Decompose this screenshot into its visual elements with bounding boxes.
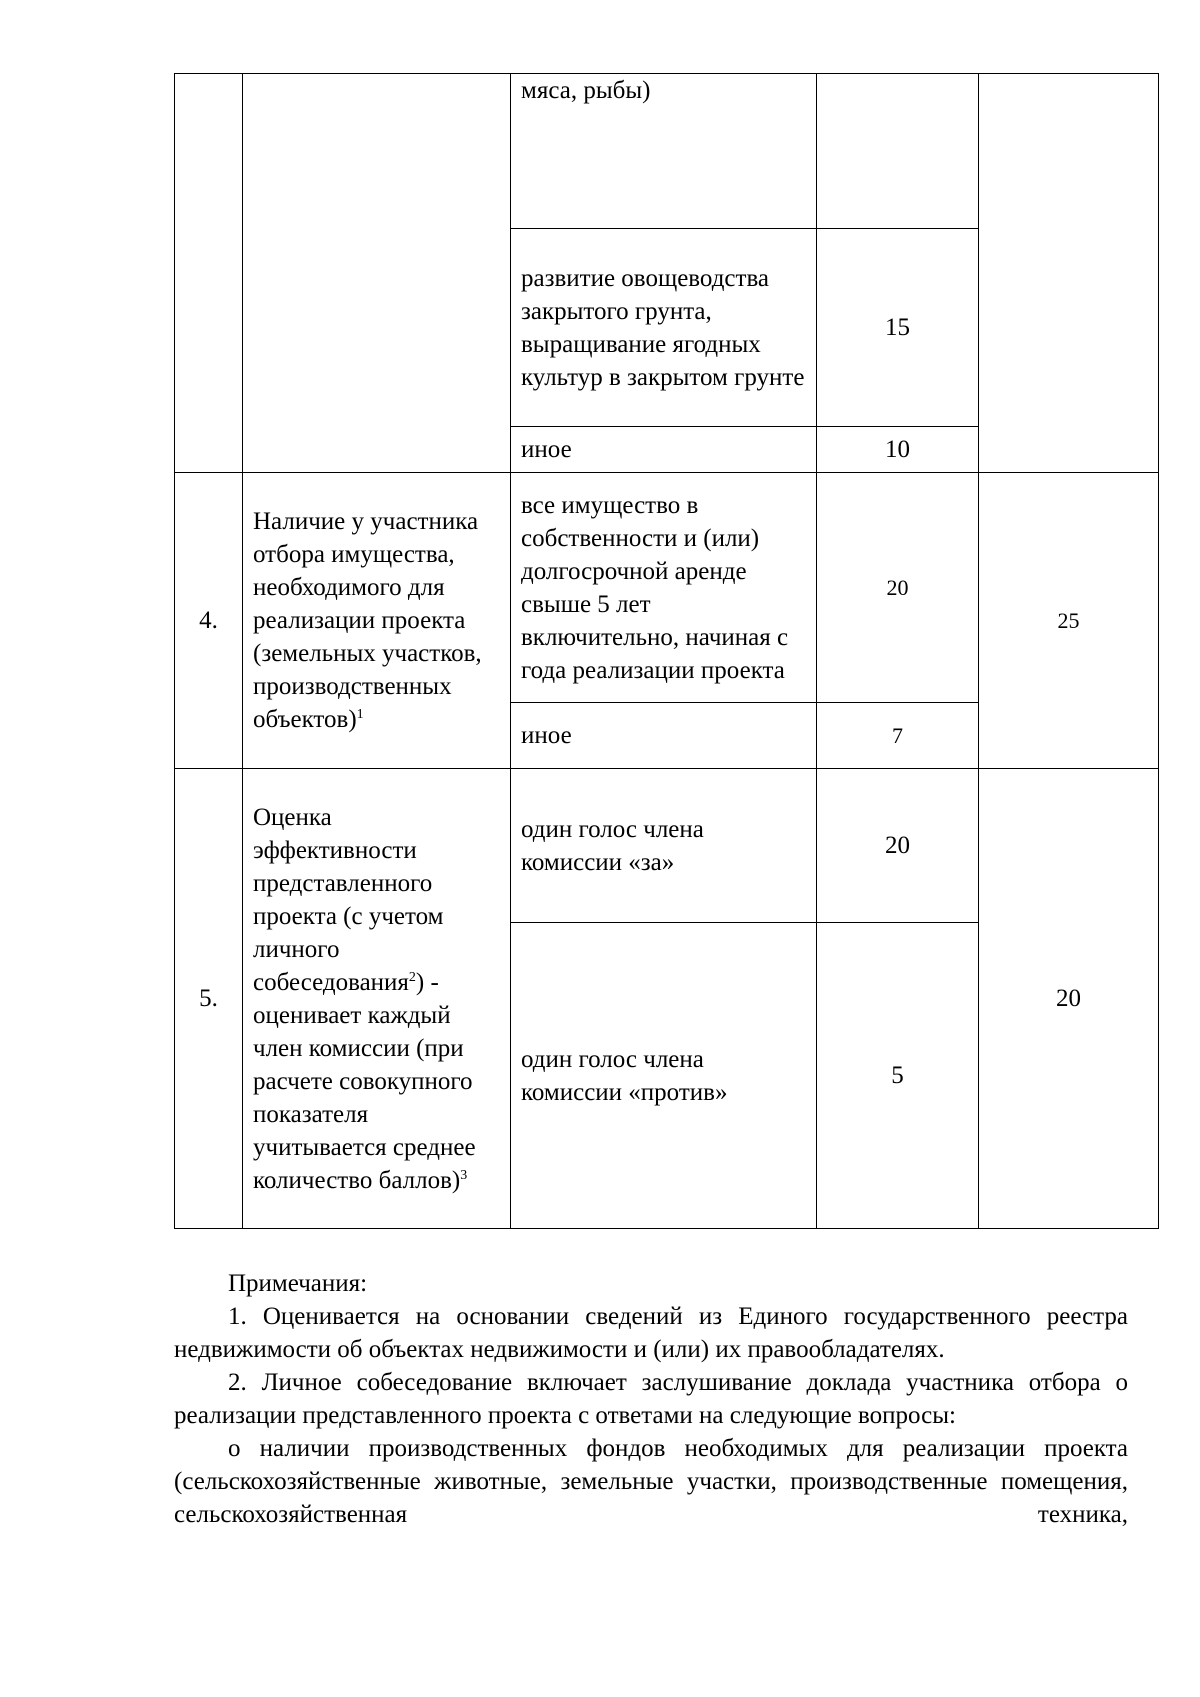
row-number-cell [175, 74, 243, 473]
row-number-cell: 4. [175, 473, 243, 769]
row-number-cell: 5. [175, 769, 243, 1229]
criteria-table [174, 73, 1159, 1229]
option-cell: иное [511, 427, 817, 473]
notes-heading: Примечания: [228, 1270, 368, 1297]
points-cell: 5 [817, 923, 979, 1229]
criterion-text: Оценка эффективности представленного проекта (с учетом личного собеседования [253, 803, 444, 996]
option-cell: мяса, рыбы) [511, 74, 817, 229]
option-cell: один голос члена комиссии «за» [511, 769, 817, 923]
points-cell: 7 [817, 703, 979, 769]
note-paragraph: о наличии производственных фондов необходимых для реализации проекта (сельскохозяйственные животные, земельные участки, производственные помещения, сельскохозяйственная техника, [174, 1435, 1128, 1528]
table-row [175, 74, 1159, 229]
option-cell: один голос члена комиссии «против» [511, 923, 817, 1229]
criterion-cell [243, 74, 511, 473]
criterion-text: ) - оценивает каждый член комиссии (при расчете совокупного показателя учитывается среднее количество баллов) [253, 968, 476, 1194]
option-cell: иное [511, 703, 817, 769]
table-row [175, 473, 1159, 703]
max-points-cell [979, 74, 1159, 473]
option-cell: развитие овощеводства закрытого грунта, выращивание ягодных культур в закрытом грунте [511, 229, 817, 427]
points-cell: 20 [817, 769, 979, 923]
footnote-ref: 2 [408, 969, 416, 985]
criterion-text: Наличие у участника отбора имущества, необходимого для реализации проекта (земельных участков, производственных объектов) [253, 508, 482, 733]
footnote-ref: 3 [460, 1167, 468, 1183]
points-cell: 20 [817, 473, 979, 703]
points-cell: 10 [817, 427, 979, 473]
criterion-cell [243, 473, 511, 769]
footnote-ref: 1 [356, 707, 364, 722]
table-row [175, 769, 1159, 923]
note-paragraph: 1. Оценивается на основании сведений из Единого государственного реестра недвижимости об объектах недвижимости и (или) их правообладателях. [174, 1303, 1128, 1363]
note-paragraph: 2. Личное собеседование включает заслушивание доклада участника отбора о реализации представленного проекта с ответами на следующие вопросы: [174, 1369, 1128, 1429]
points-cell [817, 74, 979, 229]
max-points-cell: 20 [979, 769, 1159, 1229]
option-cell: все имущество в собственности и (или) долгосрочной аренде свыше 5 лет включительно, начиная с года реализации проекта [511, 473, 817, 703]
notes-section [174, 1267, 1128, 1531]
max-points-cell: 25 [979, 473, 1159, 769]
points-cell: 15 [817, 229, 979, 427]
criterion-cell [243, 769, 511, 1229]
